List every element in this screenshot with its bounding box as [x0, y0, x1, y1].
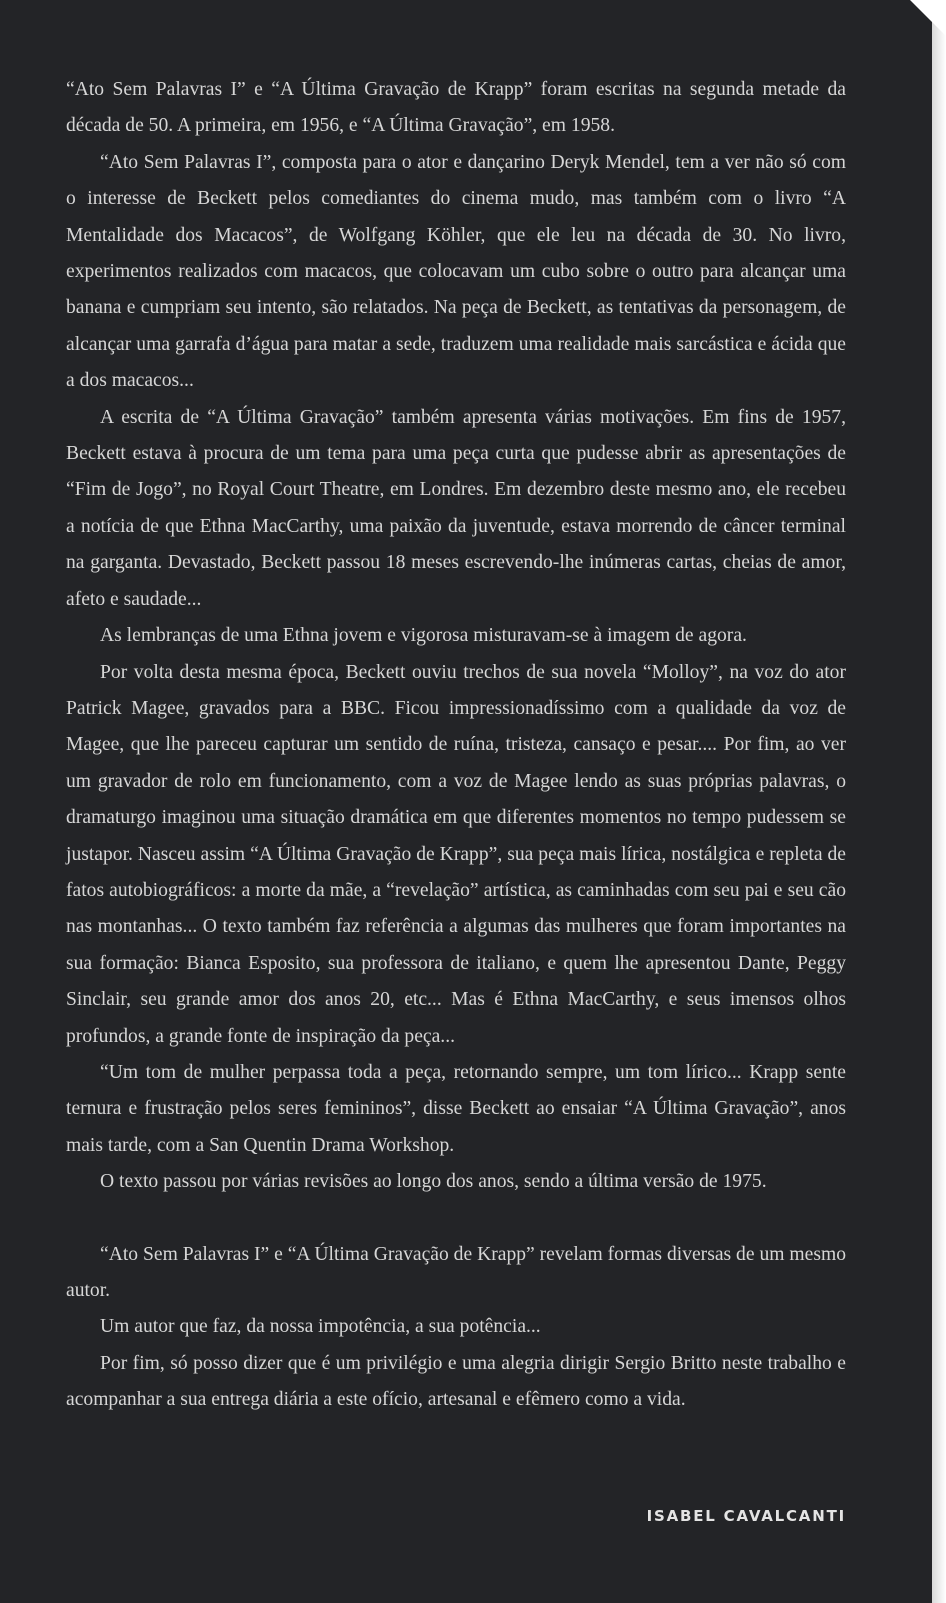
paragraph-revisoes: O texto passou por várias revisões ao longo dos anos, sendo a última versão de 1975.	[100, 1171, 767, 1193]
section-gap	[66, 1201, 846, 1237]
page-corner	[910, 0, 946, 36]
paragraph-beckett-quote: “Um tom de mulher perpassa toda a peça, retornando sempre, um tom lírico... Krapp sente ternura e frustração pelos seres femininos”, disse Beckett ao ensaiar “A Última Gravação”, anos mais tarde, com a San Quentin Drama Workshop.	[66, 1061, 846, 1156]
paragraph-ultima-gravacao-motivacoes: A escrita de “A Última Gravação” também apresenta várias motivações. Em fins de 1957, Beckett estava à procura de um tema para uma peça curta que pudesse abrir as apresentações de “Fim de Jogo”, no Royal Court Theatre, em Londres. Em dezembro deste mesmo ano, ele recebeu a notícia de que Ethna MacCarthy, uma paixão da juventude, estava morrendo de câncer terminal na garganta. Devastado, Beckett passou 18 meses escrevendo-lhe inúmeras cartas, cheias de amor, afeto e saudade...	[66, 406, 846, 610]
author-signature: ISABEL CAVALCANTI	[646, 1507, 846, 1525]
page-edge	[932, 0, 946, 1603]
article-body	[66, 72, 846, 1419]
paragraph-intro: “Ato Sem Palavras I” e “A Última Gravação de Krapp” foram escritas na segunda metade da década de 50. A primeira, em 1956, e “A Última Gravação”, em 1958.	[66, 79, 846, 137]
paragraph-lembrancas: As lembranças de uma Ethna jovem e vigorosa misturavam-se à imagem de agora.	[100, 625, 747, 647]
paragraph-impotencia: Um autor que faz, da nossa impotência, a sua potência...	[100, 1316, 541, 1338]
paragraph-formas-diversas: “Ato Sem Palavras I” e “A Última Gravação de Krapp” revelam formas diversas de um mesmo autor.	[66, 1243, 846, 1301]
paragraph-molloy-magee: Por volta desta mesma época, Beckett ouviu trechos de sua novela “Molloy”, na voz do ator Patrick Magee, gravados para a BBC. Ficou impressionadíssimo com a qualidade da voz de Magee, que lhe pareceu capturar um sentido de ruína, tristeza, cansaço e pesar.... Por fim, ao ver um gravador de rolo em funcionamento, com a voz de Magee lendo as suas próprias palavras, o dramaturgo imaginou uma situação dramática em que diferentes momentos no tempo pudessem se justapor. Nasceu assim “A Última Gravação de Krapp”, sua peça mais lírica, nostálgica e repleta de fatos autobiográficos: a morte da mãe, a “revelação” artística, as caminhadas com seu pai e seu cão nas montanhas... O texto também faz referência a algumas das mulheres que foram importantes na sua formação: Bianca Esposito, sua professora de italiano, e quem lhe apresentou Dante, Peggy Sinclair, seu grande amor dos anos 20, etc... Mas é Ethna MacCarthy, e seus imensos olhos profundos, a grande fonte de inspiração da peça...	[66, 661, 846, 1047]
paragraph-privilegio: Por fim, só posso dizer que é um privilégio e uma alegria dirigir Sergio Britto neste trabalho e acompanhar a sua entrega diária a este ofício, artesanal e efêmero como a vida.	[66, 1352, 846, 1411]
paragraph-ato-sem-palavras: “Ato Sem Palavras I”, composta para o ator e dançarino Deryk Mendel, tem a ver não só com o interesse de Beckett pelos comediantes do cinema mudo, mas também com o livro “A Mentalidade dos Macacos”, de Wolfgang Köhler, que ele leu na década de 30. No livro, experimentos realizados com macacos, que colocavam um cubo sobre o outro para alcançar uma banana e cumpriam seu intento, são relatados. Na peça de Beckett, as tentativas da personagem, de alcançar uma garrafa d’água para matar a sede, traduzem uma realidade mais sarcástica e ácida que a dos macacos...	[66, 151, 846, 392]
